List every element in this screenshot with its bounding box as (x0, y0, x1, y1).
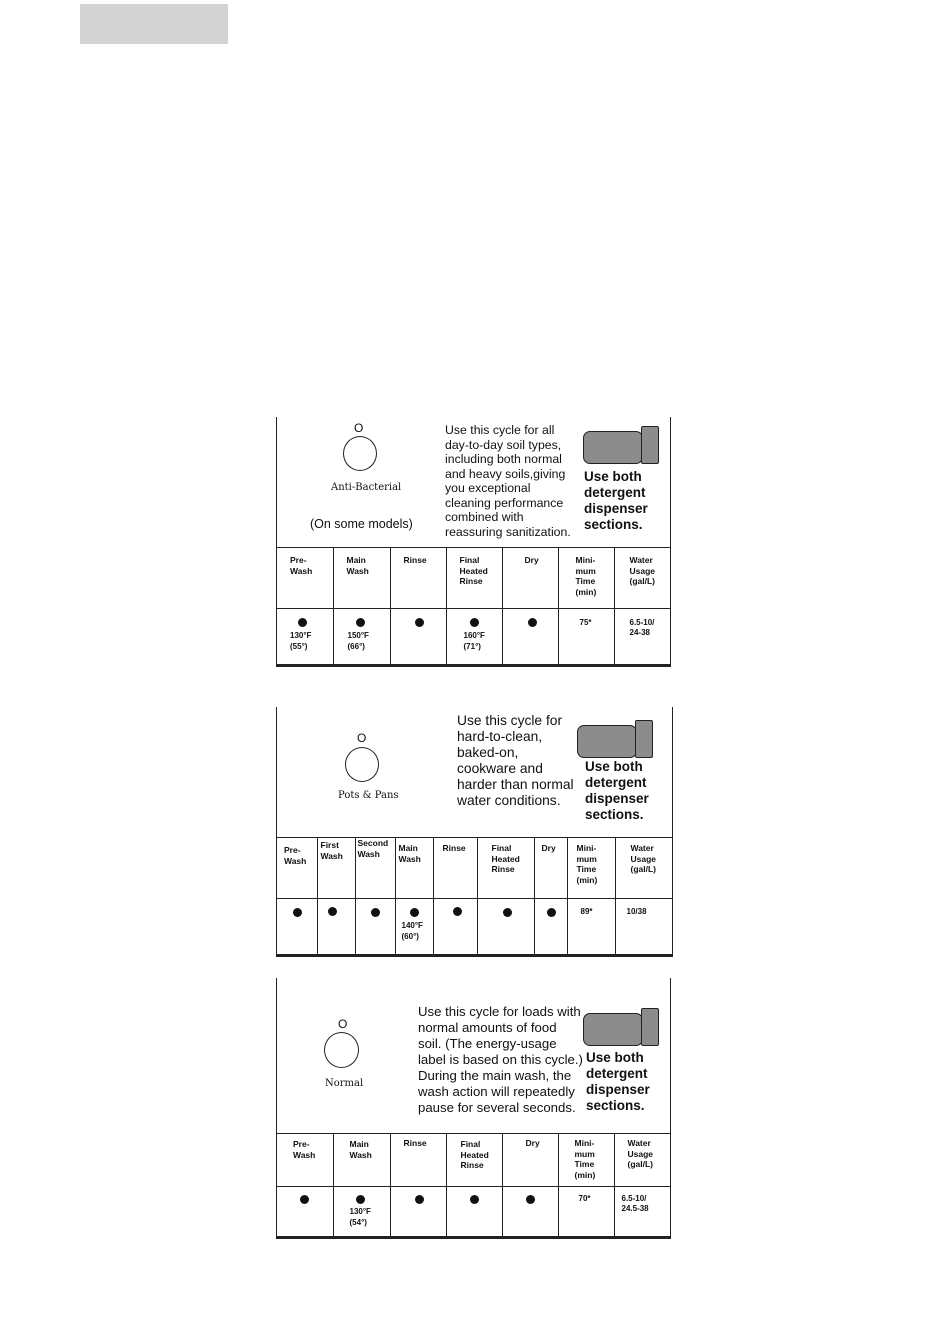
temperature: 150°F (66°) (347, 630, 369, 651)
cycle-knob-icon (345, 747, 379, 782)
cycle-info (277, 978, 670, 1134)
cycle-name: Anti-Bacterial (331, 482, 402, 493)
step-dot (293, 908, 302, 917)
value-pre-wash (277, 608, 333, 665)
cycle-table (277, 1133, 670, 1236)
cycle-name: Pots & Pans (338, 790, 399, 801)
value-second-wash (355, 898, 395, 955)
header-final-heated-rinse: Final Heated Rinse (477, 837, 534, 898)
step-dot (356, 1195, 365, 1204)
detergent-bottle-icon (577, 720, 655, 760)
dispenser-instruction: Use both detergent dispenser sections. (586, 1050, 650, 1113)
value-minimum-time: 75* (558, 608, 614, 665)
detergent-bottle-icon (583, 1008, 661, 1048)
step-dot (528, 618, 537, 627)
header-minimum-time: Mini- mum Time (min) (558, 1133, 614, 1186)
detergent-bottle-icon (583, 426, 661, 466)
step-dot (415, 618, 424, 627)
header-final-heated-rinse: Final Heated Rinse (446, 1133, 502, 1186)
header-second-wash: Second Wash (355, 837, 395, 898)
cycle-info (277, 707, 672, 838)
header-pre-wash: Pre- Wash (277, 837, 317, 898)
header-first-wash: First Wash (317, 837, 355, 898)
dispenser-instruction: Use both detergent dispenser sections. (585, 759, 649, 822)
step-dot (526, 1195, 535, 1204)
value-rinse (390, 608, 446, 665)
step-dot (470, 1195, 479, 1204)
value-main-wash (395, 898, 433, 955)
cycle-knob-icon (324, 1032, 359, 1068)
value-pre-wash (277, 898, 317, 955)
value-rinse (390, 1186, 446, 1236)
temperature: 160°F (71°) (463, 630, 485, 651)
value-final-heated-rinse (446, 1186, 502, 1236)
cycle-description: Use this cycle for loads with normal amounts of food soil. (The energy-usage label is based on this cycle.) During the main wash, the wash action will repeatedly pause for several seconds. (418, 1004, 583, 1115)
value-pre-wash (277, 1186, 333, 1236)
header-rinse: Rinse (390, 547, 446, 608)
header-rinse: Rinse (390, 1133, 446, 1186)
header-pre-wash: Pre- Wash (277, 547, 333, 608)
header-minimum-time: Mini- mum Time (min) (558, 547, 614, 608)
section-tab (80, 4, 228, 44)
header-dry: Dry (534, 837, 567, 898)
availability-note: (On some models) (310, 517, 413, 531)
header-pre-wash: Pre- Wash (277, 1133, 333, 1186)
cycle-info (277, 417, 670, 548)
value-first-wash (317, 898, 355, 955)
value-main-wash (333, 1186, 390, 1236)
step-dot (298, 618, 307, 627)
step-dot (547, 908, 556, 917)
header-main-wash: Main Wash (333, 1133, 390, 1186)
value-water-usage: 10/38 (615, 898, 672, 955)
value-dry (534, 898, 567, 955)
cycle-description: Use this cycle for all day-to-day soil types, including both normal and heavy soils,giving you exceptional cleaning performance combined with reassuring sanitization. (445, 423, 571, 539)
value-minimum-time: 70* (558, 1186, 614, 1236)
step-dot (453, 907, 462, 916)
cycle-table (277, 547, 670, 665)
header-dry: Dry (502, 547, 558, 608)
cycle-panel-anti-bacterial (276, 417, 671, 667)
dispenser-instruction: Use both detergent dispenser sections. (584, 469, 648, 532)
value-dry (502, 1186, 558, 1236)
temperature: 130°F (54°) (349, 1206, 371, 1227)
header-minimum-time: Mini- mum Time (min) (567, 837, 615, 898)
step-dot (470, 618, 479, 627)
value-minimum-time: 89* (567, 898, 615, 955)
header-main-wash: Main Wash (395, 837, 433, 898)
knob-marker: O (357, 731, 367, 745)
cycle-table (277, 837, 672, 955)
header-final-heated-rinse: Final Heated Rinse (446, 547, 502, 608)
header-water-usage: Water Usage (gal/L) (614, 1133, 670, 1186)
header-water-usage: Water Usage (gal/L) (615, 837, 672, 898)
header-rinse: Rinse (433, 837, 477, 898)
step-dot (415, 1195, 424, 1204)
value-main-wash (333, 608, 390, 665)
value-rinse (433, 898, 477, 955)
header-water-usage: Water Usage (gal/L) (614, 547, 670, 608)
temperature: 140°F (60°) (401, 920, 423, 941)
step-dot (328, 907, 337, 916)
cycle-panel-normal (276, 978, 671, 1239)
header-dry: Dry (502, 1133, 558, 1186)
cycle-panel-pots-and-pans (276, 707, 673, 957)
value-water-usage: 6.5-10/ 24-38 (614, 608, 670, 665)
value-final-heated-rinse (477, 898, 534, 955)
value-final-heated-rinse (446, 608, 502, 665)
step-dot (300, 1195, 309, 1204)
header-main-wash: Main Wash (333, 547, 390, 608)
step-dot (410, 908, 419, 917)
cycle-name: Normal (325, 1078, 364, 1089)
knob-marker: O (338, 1017, 348, 1031)
value-dry (502, 608, 558, 665)
knob-marker: O (354, 421, 364, 435)
step-dot (503, 908, 512, 917)
cycle-description: Use this cycle for hard-to-clean, baked-on, cookware and harder than normal water conditions. (457, 713, 574, 808)
step-dot (356, 618, 365, 627)
step-dot (371, 908, 380, 917)
value-water-usage: 6.5-10/ 24.5-38 (614, 1186, 670, 1236)
temperature: 130°F (55°) (290, 630, 312, 651)
cycle-knob-icon (343, 436, 377, 471)
